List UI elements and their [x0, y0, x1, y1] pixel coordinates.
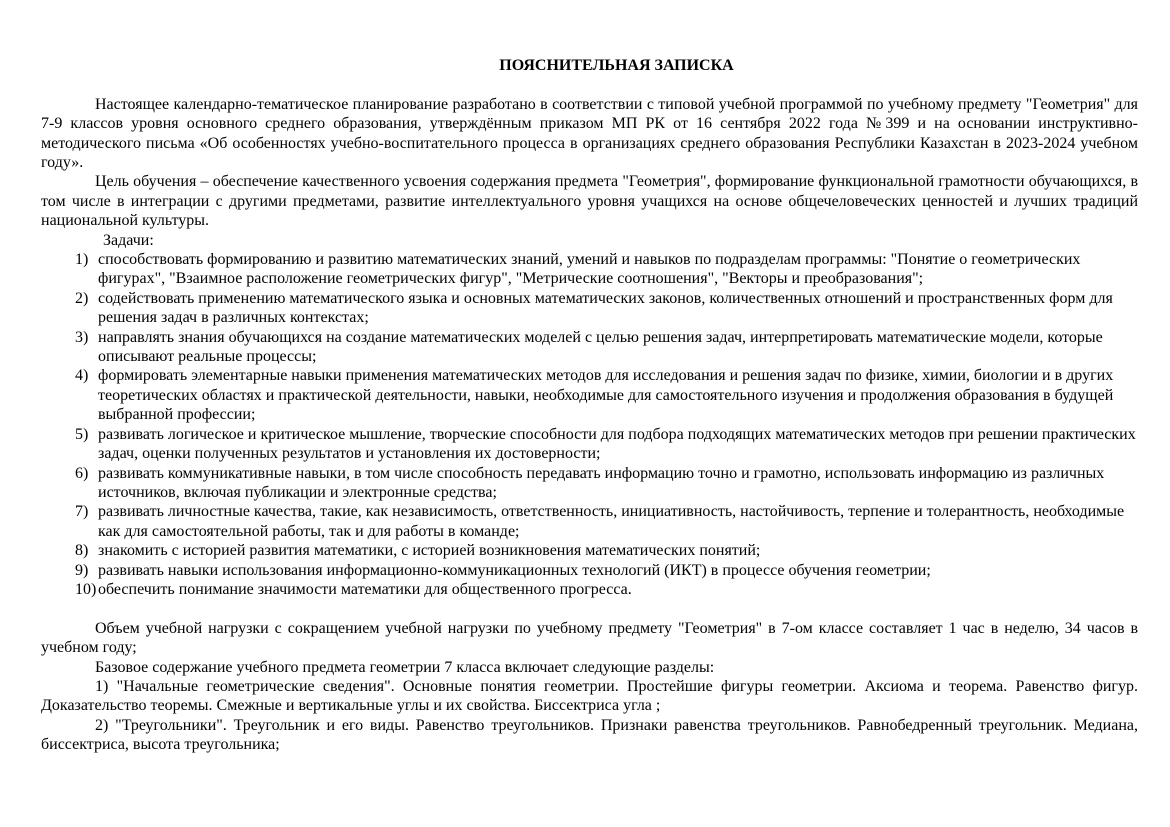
task-item-5: [41, 425, 1138, 464]
document-title: ПОЯСНИТЕЛЬНАЯ ЗАПИСКА: [499, 57, 734, 74]
intro-paragraph-1: Настоящее календарно-тематическое планирование разработано в соответствии с типовой учебной программой по учебному предмету "Геометрия" для 7-9 классов уровня основного среднего образования, утверждённым приказом МП РК от 16 сентября 2022 года №399 и на основании инструктивно-методического письма «Об особенностях учебно-воспитательного процесса в организациях среднего образования Республики Казахстан в 2023-2024 учебном году».: [41, 95, 1138, 172]
task-text: развивать личностные качества, такие, как независимость, ответственность, инициативность, настойчивость, терпение и толерантность, необходимые как для самостоятельной работы, так и для работы в команде;: [98, 503, 1125, 540]
task-number: 9): [75, 561, 89, 579]
document-content: [41, 56, 1138, 755]
task-number: 1): [75, 251, 89, 269]
task-item-1: [41, 250, 1138, 289]
task-text: формировать элементарные навыки применения математических методов для исследования и решения задач по физике, химии, биологии и в других теоретических областях и практической деятельности, навыки, необходимые для самостоятельного изучения и продолжения образования в будущей выбранной профессии;: [98, 367, 1114, 424]
task-item-3: [41, 328, 1138, 367]
task-item-6: [41, 464, 1138, 503]
task-text: знакомить с историей развития математики, с историей возникновения математических понятий;: [98, 542, 761, 560]
tasks-list: [41, 250, 1138, 599]
task-number: 7): [75, 503, 89, 521]
task-item-4: [41, 366, 1138, 424]
task-text: обеспечить понимание значимости математики для общественного прогресса.: [98, 580, 632, 598]
task-number: 3): [75, 328, 89, 346]
task-number: 8): [75, 542, 89, 560]
content-intro-paragraph: Базовое содержание учебного предмета геометрии 7 класса включает следующие разделы:: [95, 658, 715, 676]
task-text: содействовать применению математического языка и основных математических законов, количественных отношений и пространственных форм для решения задач в различных контекстах;: [98, 289, 1113, 327]
task-number: 5): [75, 425, 89, 443]
task-number: 10): [75, 580, 97, 598]
task-text: развивать навыки использования информационно-коммуникационных технологий (ИКТ) в процессе обучения геометрии;: [98, 561, 931, 579]
workload-paragraph: Объем учебной нагрузки с сокращением учебной нагрузки по учебному предмету "Геометрия" в 7-ом классе составляет 1 час в неделю, 34 часов в учебном году;: [41, 619, 1138, 657]
task-text: развивать логическое и критическое мышление, творческие способности для подбора подходящих математических методов при решении практических задач, оценки полученных результатов и установления их достоверности;: [98, 425, 1136, 463]
section-1-paragraph: 1) "Начальные геометрические сведения". Основные понятия геометрии. Простейшие фигуры геометрии. Аксиома и теорема. Равенство фигур. Доказательство теоремы. Смежные и вертикальные углы и их свойства. Биссектриса угла ;: [41, 677, 1138, 715]
task-item-10: [41, 580, 1138, 599]
task-number: 6): [75, 464, 89, 482]
section-2-paragraph: 2) "Треугольники". Треугольник и его виды. Равенство треугольников. Признаки равенства треугольников. Равнобедренный треугольник. Медиана, биссектриса, высота треугольника;: [41, 716, 1138, 754]
task-item-9: [41, 561, 1138, 580]
tasks-heading: Задачи:: [103, 231, 154, 249]
closing-section: [41, 619, 1138, 755]
task-text: направлять знания обучающихся на создание математических моделей с целью решения задач, интерпретировать математические модели, которые описывают реальные процессы;: [98, 328, 1103, 366]
intro-paragraph-2: Цель обучения – обеспечение качественного усвоения содержания предмета "Геометрия", формирование функциональной грамотности обучающихся, в том числе в интеграции с другими предметами, развитие интеллектуального уровня учащихся на основе общечеловеческих ценностей и лучших традиций национальной культуры.: [41, 173, 1138, 230]
task-text: способствовать формированию и развитию математических знаний, умений и навыков по подразделам программы: "Понятие о геометрических фигурах", "Взаимное расположение геометрических фигур", "Метрические соотношения", "Векторы и преобразования";: [98, 251, 1081, 288]
task-text: развивать коммуникативные навыки, в том числе способность передавать информацию точно и грамотно, использовать информацию из различных источников, включая публикации и электронные средства;: [98, 464, 1105, 501]
task-item-2: [41, 289, 1138, 328]
task-item-8: [41, 541, 1138, 560]
task-item-7: [41, 502, 1138, 541]
task-number: 4): [75, 367, 89, 385]
task-number: 2): [75, 289, 89, 307]
